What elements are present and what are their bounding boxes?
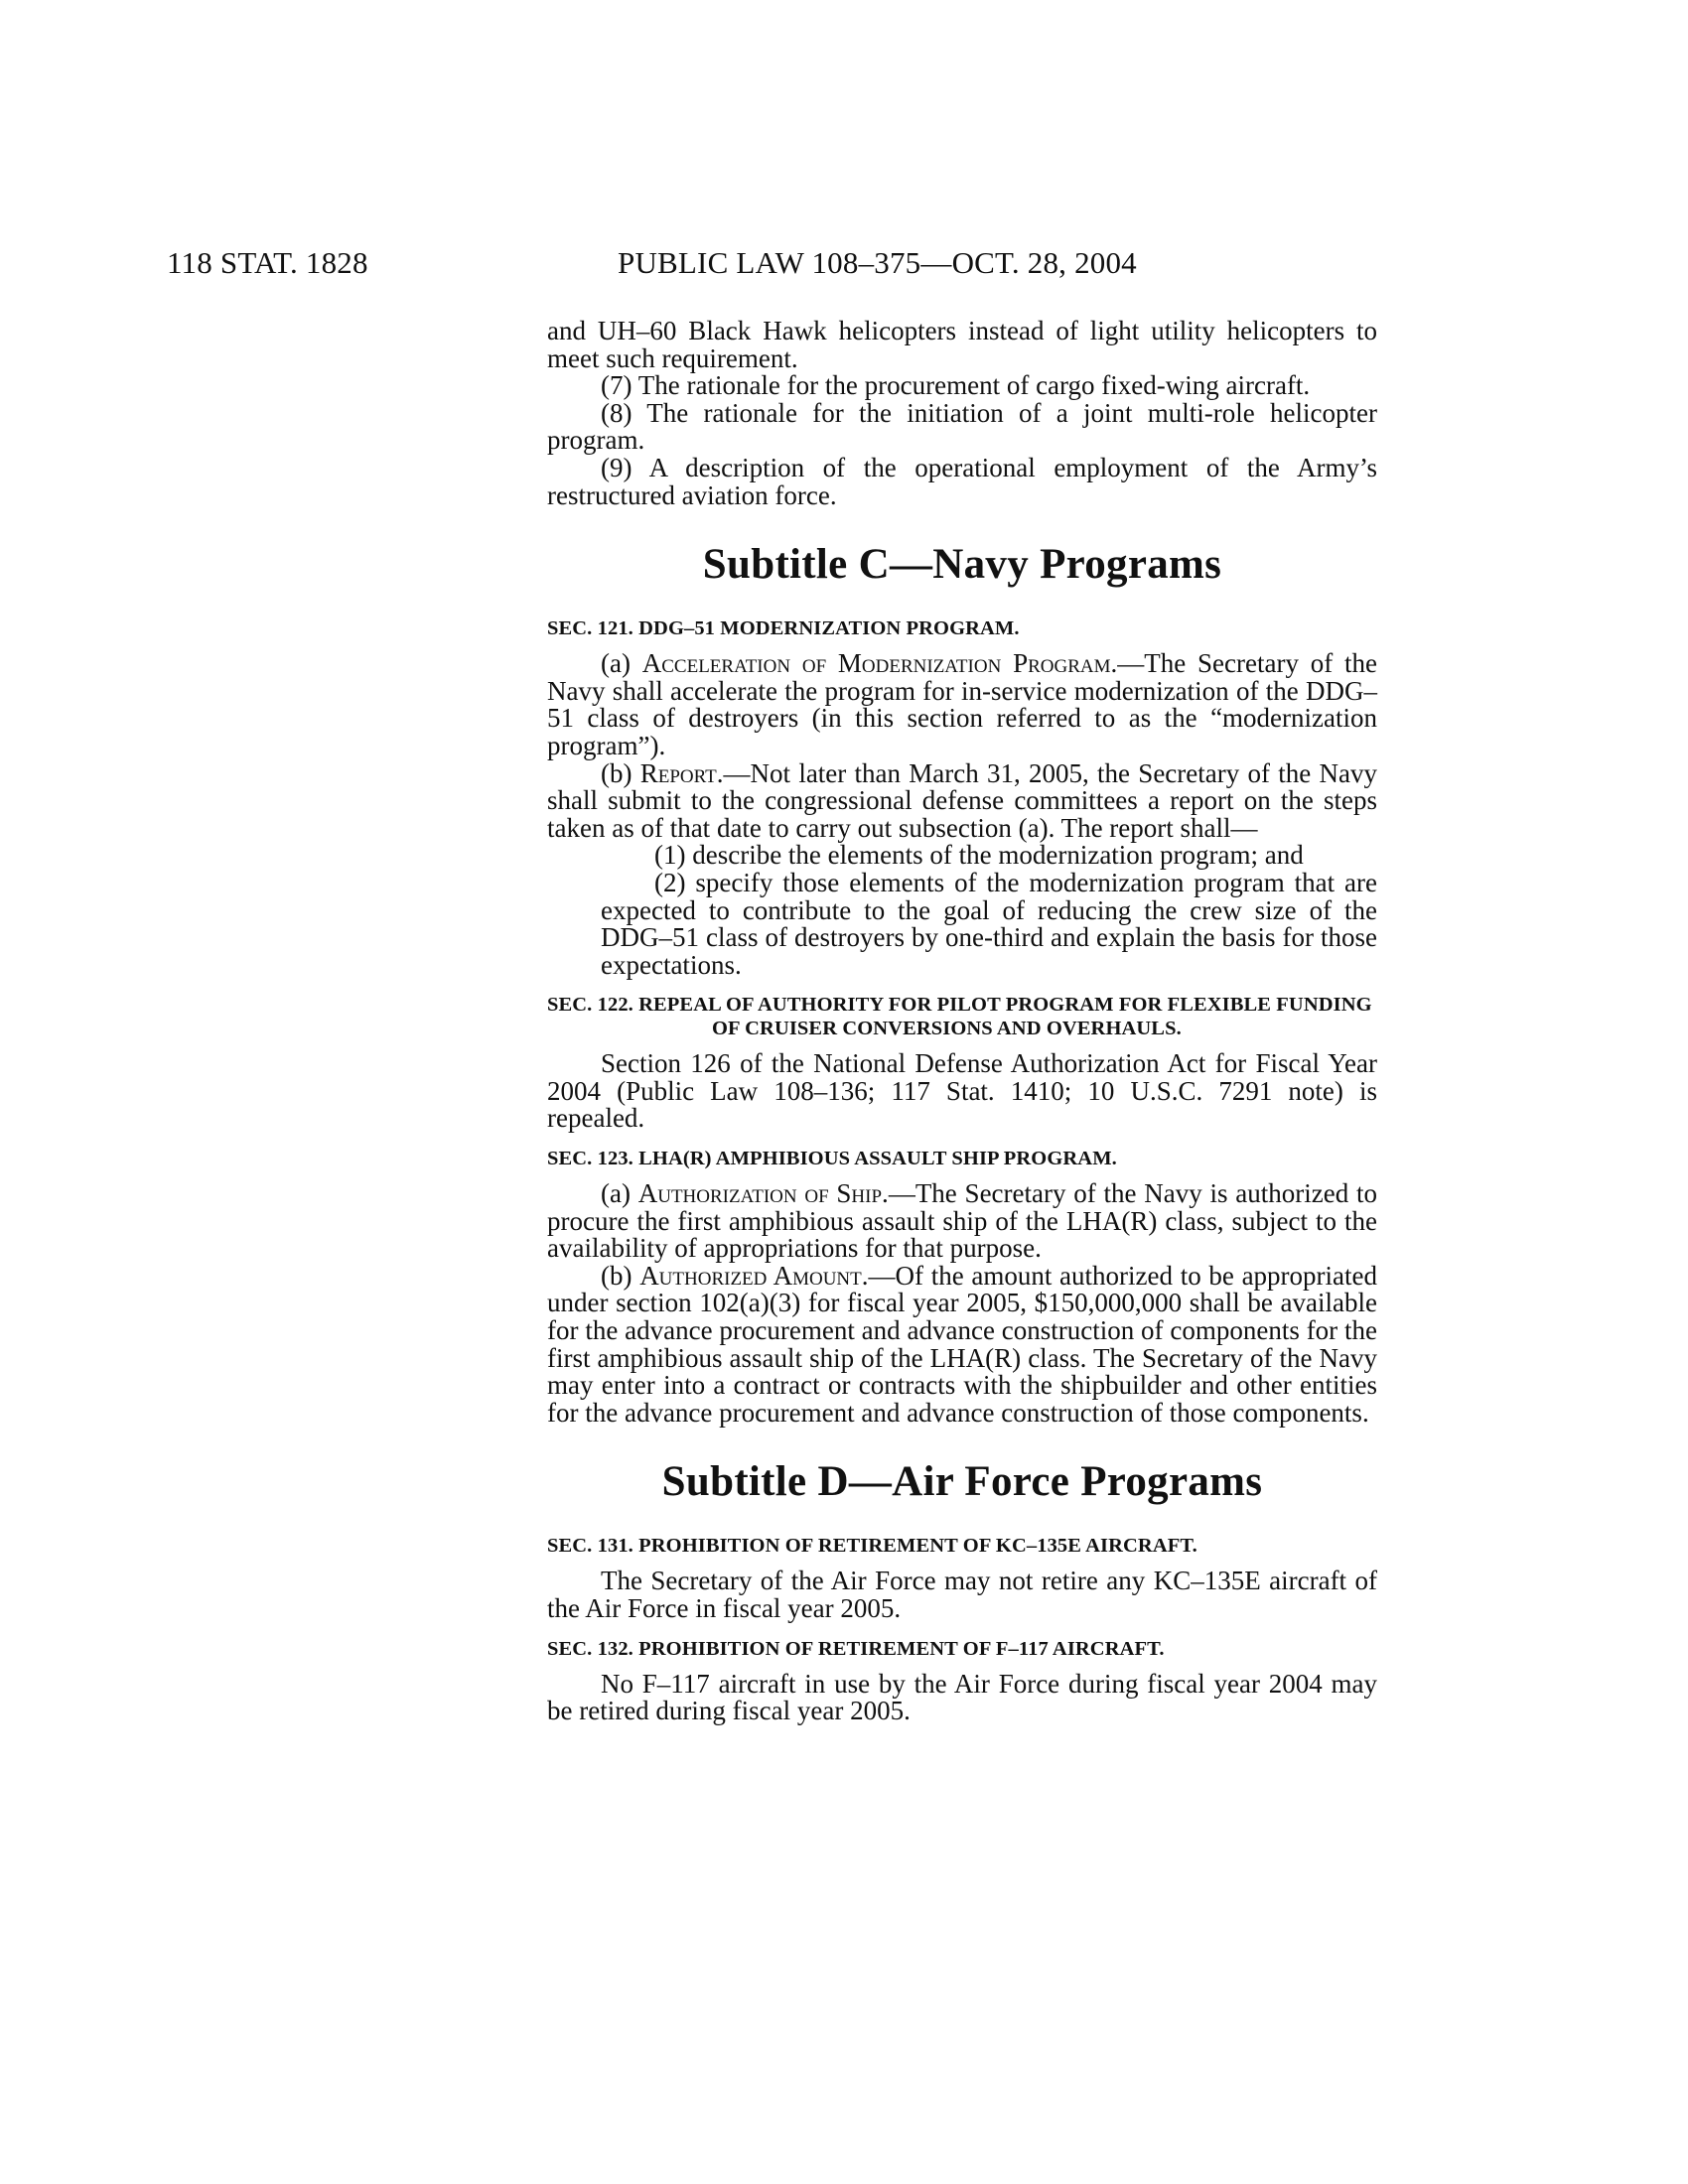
continuation-paragraph: and UH–60 Black Hawk helicopters instead of light utility helicopters to meet such requirement. (547, 316, 1377, 373)
sec-121-subsection-b (547, 757, 1377, 843)
subsection-heading: Report. (639, 757, 724, 788)
page-header (0, 245, 1688, 285)
public-law-citation: PUBLIC LAW 108–375—OCT. 28, 2004 (618, 245, 1137, 280)
subtitle-d-heading: Subtitle D—Air Force Programs (661, 1458, 1263, 1506)
sec-123-subsection-a (547, 1180, 1377, 1263)
sec-131-text: The Secretary of the Air Force may not retire any KC–135E aircraft of the Air Force in fiscal year 2005. (547, 1566, 1377, 1623)
list-item-7: (7) The rationale for the procurement of cargo fixed-wing aircraft. (601, 370, 1311, 401)
subsection-heading: Authorization of Ship. (637, 1178, 889, 1209)
document-body (547, 318, 1377, 1725)
sec-121-subsection-a (547, 650, 1377, 759)
subtitle-c-heading: Subtitle C—Navy Programs (702, 541, 1222, 589)
sec-132-text: No F–117 aircraft in use by the Air Force during fiscal year 2004 may be retired during fiscal year 2005. (547, 1668, 1377, 1726)
sec-122-heading: SEC. 122. REPEAL OF AUTHORITY FOR PILOT PROGRAM FOR FLEXIBLE FUNDING OF CRUISER CONVERSIONS AND OVERHAULS. (547, 994, 1372, 1040)
sec-132-heading: SEC. 132. PROHIBITION OF RETIREMENT OF F–117 AIRCRAFT. (547, 1637, 1165, 1660)
subsection-text: —The Secretary of the Navy is authorized to procure the first amphibious assault ship of the LHA(R) class, subject to the availability of appropriations for that purpose. (547, 1178, 1377, 1264)
sec-121-heading: SEC. 121. DDG–51 MODERNIZATION PROGRAM. (547, 617, 1020, 640)
subsection-label: (b) (601, 757, 633, 788)
subsection-heading: Acceleration of Modernization Program. (641, 648, 1118, 679)
list-item-9: (9) A description of the operational employment of the Army’s restructured aviation force. (547, 452, 1377, 510)
subsection-label: (a) (601, 648, 631, 679)
subsection-text: —Of the amount authorized to be appropriated under section 102(a)(3) for fiscal year 2005, $150,000,000 shall be available for the advance procurement and advance construction of components for the first amphibious assault ship of the LHA(R) class. The Secretary of the Navy may enter into a contract or contracts with the shipbuilder and other entities for the advance procurement and advance construction of those components. (547, 1260, 1378, 1428)
subsection-heading: Authorized Amount. (639, 1260, 869, 1291)
subsection-text: —The Secretary of the Navy shall accelerate the program for in-service modernization of the DDG–51 class of destroyers (in this section referred to as the “modernization program”). (547, 648, 1377, 760)
subsection-label: (a) (601, 1178, 631, 1209)
sec-131-heading: SEC. 131. PROHIBITION OF RETIREMENT OF KC–135E AIRCRAFT. (547, 1535, 1197, 1558)
subsection-text: —Not later than March 31, 2005, the Secretary of the Navy shall submit to the congressional defense committees a report on the steps taken as of that date to carry out subsection (a). The report shall— (547, 757, 1377, 843)
sec-121-paragraph-2: (2) specify those elements of the modernization program that are expected to contribute to the goal of reducing the crew size of the DDG–51 class of destroyers by one-third and explain the basis for those expectations. (601, 867, 1377, 980)
stat-citation: 118 STAT. 1828 (167, 245, 368, 280)
sec-123-heading: SEC. 123. LHA(R) AMPHIBIOUS ASSAULT SHIP PROGRAM. (547, 1148, 1117, 1170)
list-item-8: (8) The rationale for the initiation of a joint multi-role helicopter program. (547, 397, 1377, 456)
subsection-label: (b) (601, 1260, 633, 1291)
sec-121-paragraph-1: (1) describe the elements of the modernization program; and (654, 840, 1304, 871)
sec-123-subsection-b (547, 1260, 1378, 1428)
sec-122-text: Section 126 of the National Defense Authorization Act for Fiscal Year 2004 (Public Law 108–136; 117 Stat. 1410; 10 U.S.C. 7291 note) is repealed. (547, 1048, 1377, 1134)
